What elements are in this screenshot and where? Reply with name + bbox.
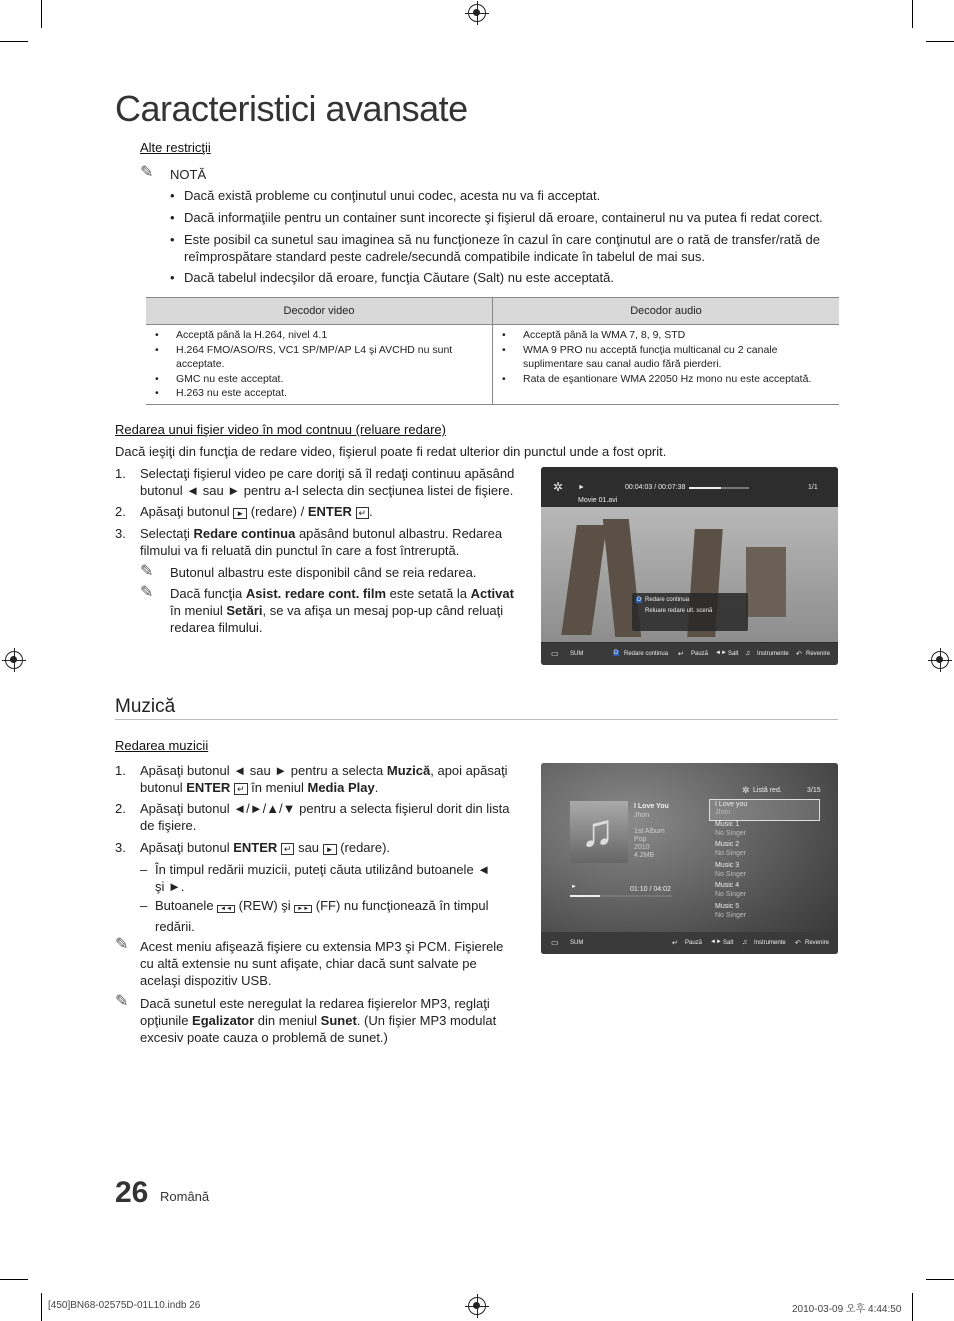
step-text: Apăsaţi butonul ENTER ↵ sau ► (redare). (140, 840, 391, 855)
video-count: 1/1 (808, 484, 818, 491)
return-action[interactable]: Revenire (805, 940, 830, 946)
pause-action[interactable]: Pauză (685, 940, 703, 946)
step-number: 3. (115, 840, 126, 855)
track-artist: Jhon (715, 809, 731, 816)
note-pencil-icon: ✎ (115, 993, 129, 1010)
step-number: 3. (115, 526, 126, 541)
step-text: Apăsaţi butonul ◄/►/▲/▼ pentru a selecta fişierul dorit din lista de fişiere. (140, 801, 510, 833)
registration-mark-icon (468, 1297, 486, 1315)
table-header: Decodor audio (493, 298, 840, 325)
usb-icon: ▭ (551, 938, 559, 947)
tools-icon: ♫ (745, 650, 751, 657)
file-info: [450]BN68-02575D-01L10.indb 26 (48, 1300, 201, 1311)
song-year: 2010 (634, 844, 650, 851)
restriction-bullet: • Este posibil ca sunetul sau imaginea să nu funcţioneze în cazul în care conţinutul are o rată de transfer/rată de reîmprospătare standard peste cadrele/secundă compatibile indicate în tabelul de mai sus. (184, 232, 834, 265)
track-title[interactable]: Music 2 (715, 841, 740, 848)
track-artist: No Singer (715, 850, 747, 857)
rew-icon: ◄◄ (217, 905, 235, 913)
step-text: Selectaţi fişierul video pe care doriţi să îl redaţi continuu apăsând butonul ◄ sau ► pentru a-l selecta din secţiunea listei de fişiere. (140, 466, 515, 498)
crop-mark (0, 1279, 28, 1280)
song-album: 1st Album (634, 828, 665, 835)
video-progress-bar[interactable] (689, 487, 749, 489)
registration-mark-icon (931, 651, 949, 669)
song-genre: Pop (634, 836, 647, 843)
step-text: Apăsaţi butonul ◄ sau ► pentru a selecta Muzică, apoi apăsaţi butonul ENTER ↵ în meniul Media Play. (140, 763, 508, 795)
audio-decoder-cell (493, 325, 840, 405)
track-count: 3/15 (807, 787, 821, 794)
list-item: • H.263 nu este acceptat. (176, 386, 486, 401)
note-label: NOTĂ (170, 167, 207, 182)
video-decoder-cell (146, 325, 493, 405)
track-artist: No Singer (715, 891, 747, 898)
playlist-label: Listă red. (753, 787, 782, 794)
song-time: 01:10 / 04:02 (630, 886, 671, 893)
registration-mark-icon (468, 4, 486, 22)
step-number: 1. (115, 763, 126, 778)
step-number: 2. (115, 801, 126, 816)
pause-action[interactable]: Pauză (691, 651, 709, 657)
giraffe-shape (746, 547, 786, 617)
dash-marker: – (140, 898, 148, 913)
list-item: • Acceptă până la WMA 7, 8, 9, STD (523, 328, 833, 343)
ff-icon: ►► (294, 905, 312, 913)
sum-label: SUM (570, 651, 584, 657)
print-date: 2010-03-09 오후 4:44:50 (792, 1304, 902, 1315)
crop-mark (41, 1293, 42, 1321)
note-pencil-icon: ✎ (115, 936, 129, 953)
list-item: • H.264 FMO/ASO/RS, VC1 SP/MP/AP L4 şi AVCHD nu sunt acceptate. (176, 343, 486, 372)
return-icon: ↶ (795, 940, 801, 947)
usb-icon: ▭ (551, 649, 559, 658)
left-right-icon: ◄► (710, 939, 722, 945)
note-text: Acest meniu afişează fişiere cu extensia MP3 şi PCM. Fişierele cu altă extensie nu sunt afişate, chiar dacă sunt salvate pe acelaşi dispozitiv USB. (140, 939, 504, 988)
restriction-bullet: • Dacă tabelul indecşilor dă eroare, funcţia Căutare (Salt) nu este acceptată. (184, 270, 834, 287)
video-bottom-bar (541, 643, 838, 665)
track-title[interactable]: Music 3 (715, 862, 740, 869)
note-text: Butonul albastru este disponibil când se reia redarea. (170, 565, 477, 580)
track-artist: No Singer (715, 912, 747, 919)
video-resume-heading: Redarea unui fişier video în mod contnuu (reluare redare) (115, 422, 446, 437)
skip-action[interactable]: Salt (723, 940, 734, 946)
note-pencil-icon: ✎ (140, 164, 154, 181)
video-filename: Movie 01.avi (578, 497, 618, 504)
list-item: • Rata de eşantionare WMA 22050 Hz mono nu este acceptată. (523, 372, 833, 387)
tools-action[interactable]: Instrumente (757, 651, 789, 657)
track-title[interactable]: Music 1 (715, 821, 740, 828)
enter-icon: ↵ (356, 507, 370, 519)
step-number: 2. (115, 504, 126, 519)
enter-icon: ↵ (234, 783, 248, 795)
table-header: Decodor video (146, 298, 493, 325)
step-text: Apăsaţi butonul ► (redare) / ENTER ↵ . (140, 504, 373, 519)
music-player-screenshot (541, 763, 838, 954)
dash-marker: – (140, 862, 148, 877)
note-pencil-icon: ✎ (140, 584, 154, 601)
track-title[interactable]: I Love you (715, 801, 748, 808)
song-size: 4.2MB (634, 852, 655, 859)
blue-button-icon: D (614, 650, 619, 656)
tools-action[interactable]: Instrumente (754, 940, 786, 946)
track-title[interactable]: Music 4 (715, 882, 740, 889)
music-note-icon: ♫ (580, 804, 615, 856)
skip-action[interactable]: Salt (728, 651, 739, 657)
music-bottom-bar (541, 932, 838, 954)
tools-icon: ♫ (742, 939, 748, 946)
video-time: 00:04:03 / 00:07:38 (625, 484, 686, 491)
step-number: 1. (115, 466, 126, 481)
step-text: Selectaţi Redare continua apăsând butonul albastru. Redarea filmului va fi reluată din punctul în care a fost întreruptă. (140, 526, 503, 558)
enter-icon: ↵ (672, 940, 678, 947)
music-section-title: Muzică (115, 696, 176, 717)
dash-text: Butoanele ◄◄ (REW) şi ►► (FF) nu funcţionează în timpul redării. (155, 898, 489, 934)
section-divider (115, 719, 838, 720)
popup-text: Reluare redare ult. scenă (645, 608, 713, 614)
return-action[interactable]: Revenire (806, 651, 831, 657)
video-player-screenshot (541, 467, 838, 665)
play-icon: ► (323, 844, 337, 855)
play-state-icon: ► (578, 484, 585, 491)
resume-popup[interactable] (632, 593, 748, 631)
crop-mark (0, 41, 28, 42)
dash-text: În timpul redării muzicii, puteţi căuta utilizând butoanele ◄ şi ►. (155, 862, 491, 894)
track-artist: No Singer (715, 830, 747, 837)
play-icon: ► (233, 508, 247, 519)
popup-key-icon: D (637, 597, 642, 603)
track-title[interactable]: Music 5 (715, 903, 740, 910)
note-text: Dacă funcţia Asist. redare cont. film este setată la Activat în meniul Setări, se va afişa un mesaj pop-up când reluaţi redarea filmului. (170, 586, 514, 635)
crop-mark (912, 1293, 913, 1321)
enter-icon: ↵ (281, 843, 295, 855)
crop-mark (926, 41, 954, 42)
song-artist: Jhon (634, 812, 650, 819)
video-resume-intro: Dacă ieşiţi din funcţia de redare video, fişierul poate fi redat ulterior din punctul unde a fost oprit. (115, 444, 667, 459)
restriction-bullet: • Dacă informaţiile pentru un container sunt incorecte şi fişierul dă eroare, containerul nu va putea fi redat corect. (184, 210, 834, 227)
popup-title: Redare continua (645, 597, 690, 603)
left-right-icon: ◄► (715, 650, 727, 656)
sum-label: SUM (570, 940, 584, 946)
album-art (570, 801, 628, 863)
registration-mark-icon (5, 651, 23, 669)
return-icon: ↶ (796, 651, 802, 658)
playlist-icon: ✲ (742, 785, 750, 795)
page-title: Caracteristici avansate (115, 88, 468, 129)
codec-table (146, 297, 839, 405)
restrictions-heading: Alte restricţii (140, 140, 211, 155)
note-text: Dacă sunetul este neregulat la redarea fişierelor MP3, reglaţi opţiunile Egalizator din meniul Sunet. (Un fişier MP3 modulat excesiv poate cauza o problemă de sunet.) (140, 996, 497, 1045)
resume-action[interactable]: Redare continua (624, 651, 669, 657)
crop-mark (926, 1279, 954, 1280)
song-title: I Love You (634, 803, 669, 810)
enter-icon: ↵ (678, 651, 684, 658)
list-item: • WMA 9 PRO nu acceptă funcţia multicanal cu 2 canale suplimentare sau canal audio fără pierderi. (523, 343, 833, 372)
crop-mark (41, 0, 42, 28)
restriction-bullet: • Dacă există probleme cu conţinutul unui codec, acesta nu va fi acceptat. (184, 188, 834, 205)
music-progress-bar[interactable] (570, 895, 672, 897)
language-label: Română (160, 1189, 210, 1204)
film-icon: ✲ (553, 480, 564, 494)
crop-mark (912, 0, 913, 28)
note-pencil-icon: ✎ (140, 563, 154, 580)
play-state-icon: ► (571, 884, 577, 890)
music-heading: Redarea muzicii (115, 738, 209, 753)
list-item: • Acceptă până la H.264, nivel 4.1 (176, 328, 486, 343)
list-item: • GMC nu este acceptat. (176, 372, 486, 387)
page-number: 26 (115, 1176, 149, 1209)
track-artist: No Singer (715, 871, 747, 878)
